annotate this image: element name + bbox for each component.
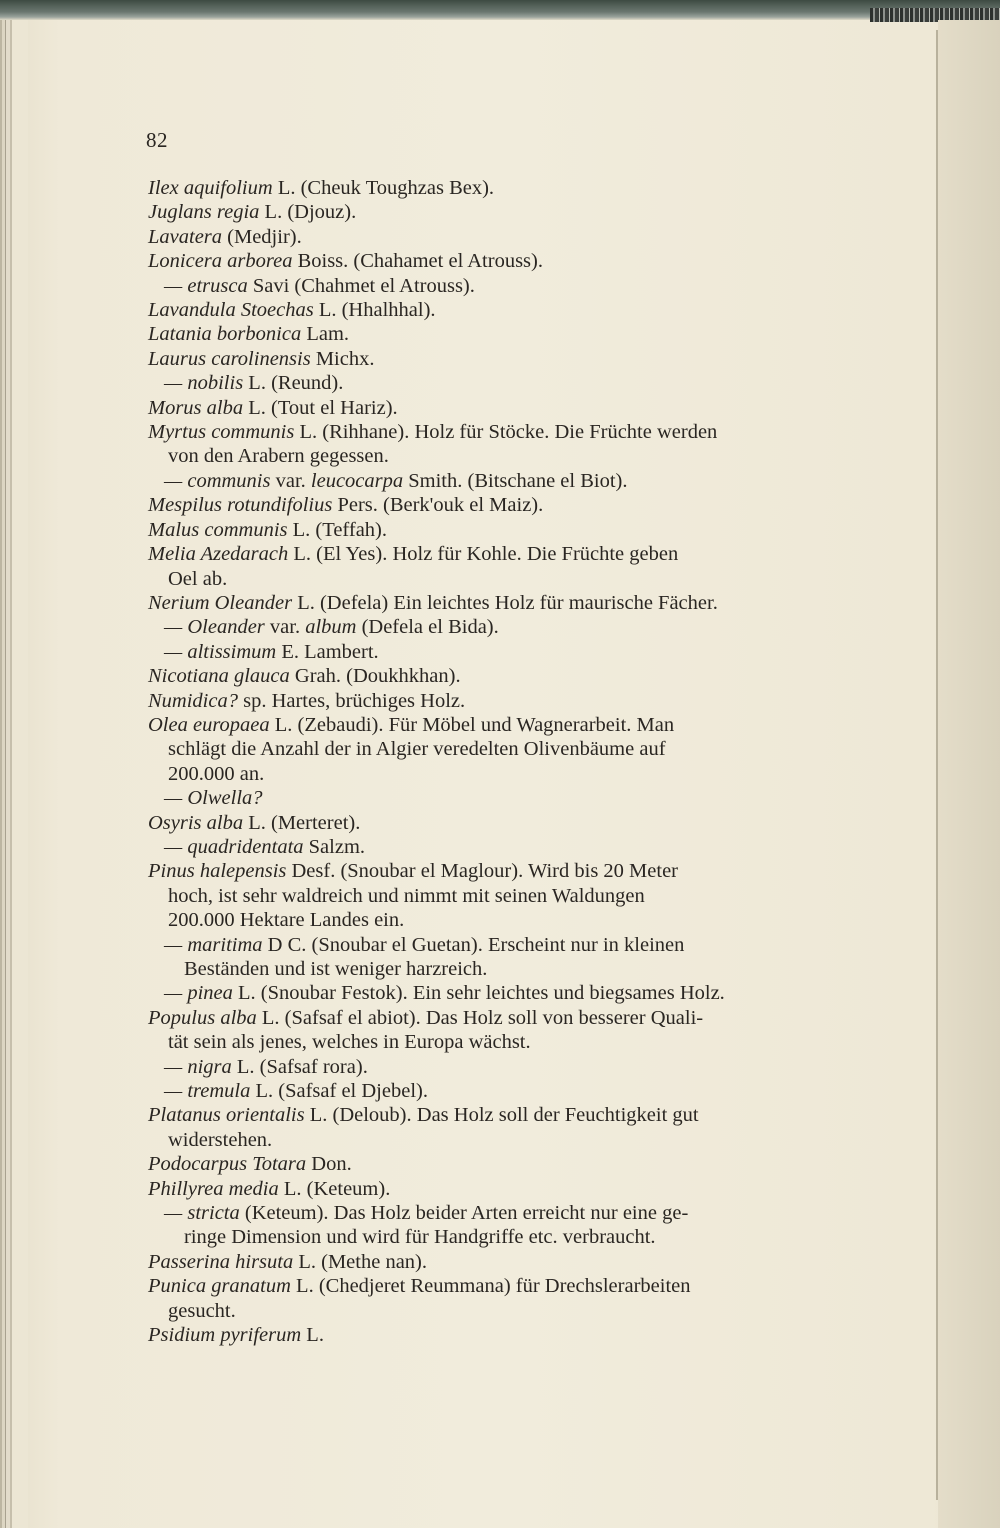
- species-name: — nigra: [164, 1055, 232, 1078]
- species-name: Passerina hirsuta: [148, 1250, 294, 1273]
- species-entry: [148, 981, 854, 1005]
- species-description: L. (Safsaf rora).: [231, 1055, 368, 1078]
- species-name: — nobilis: [164, 372, 244, 395]
- species-name: Pinus halepensis: [148, 860, 287, 883]
- species-entry: [148, 274, 854, 298]
- variety-name: leucocarpa: [310, 469, 404, 492]
- species-description: L. (Reund).: [243, 372, 344, 395]
- species-description: var.: [270, 469, 311, 492]
- species-entry: [148, 396, 854, 420]
- species-description: L. (Tout el Hariz).: [243, 396, 398, 419]
- description-continuation: 200.000 Hektare Landes ein.: [168, 909, 405, 932]
- species-entry: [148, 1274, 854, 1323]
- species-entry: [148, 1152, 854, 1176]
- species-name: — quadridentata: [164, 835, 304, 858]
- species-name: — Oleander: [164, 616, 265, 639]
- species-description: L. (Hhalhhal).: [313, 299, 436, 322]
- species-name: Myrtus communis: [148, 421, 295, 444]
- species-description: E. Lambert.: [276, 640, 379, 663]
- species-description: L. (Rihhane). Holz für Stöcke. Die Früchte werden: [294, 421, 718, 444]
- species-entry: [148, 713, 854, 786]
- species-name: — etrusca: [164, 274, 248, 297]
- species-description: (Medjir).: [222, 225, 302, 248]
- species-entry: [148, 420, 854, 469]
- species-description: L. (Chedjeret Reummana) für Drechslerarbeiten: [290, 1275, 691, 1298]
- species-entry: [148, 835, 854, 859]
- species-description: L. (Zebaudi). Für Möbel und Wagnerarbeit. Man: [269, 713, 675, 736]
- species-description: L. (Keteum).: [278, 1177, 391, 1200]
- species-name: Lonicera arborea: [148, 250, 293, 273]
- species-description: Smith. (Bitschane el Biot).: [403, 469, 628, 492]
- species-name: — stricta: [164, 1202, 240, 1225]
- species-description: L.: [301, 1324, 324, 1347]
- species-entry: [148, 225, 854, 249]
- species-entry: [148, 1201, 854, 1250]
- species-description: (Keteum). Das Holz beider Arten erreicht nur eine ge-: [239, 1202, 689, 1225]
- species-entry: [148, 322, 854, 346]
- species-name: Lavatera: [148, 225, 223, 248]
- species-entry: [148, 1079, 854, 1103]
- adjacent-page-edge: [938, 20, 1000, 1528]
- species-description: L. (Defela) Ein leichtes Holz für maurische Fächer.: [292, 591, 718, 614]
- species-entry: [148, 1250, 854, 1274]
- species-description: L. (Cheuk Toughzas Bex).: [272, 177, 495, 199]
- species-name: Osyris alba: [148, 811, 244, 834]
- species-entry: [148, 859, 854, 932]
- species-name: Laurus carolinensis: [148, 347, 311, 370]
- species-description: Salzm.: [303, 835, 366, 858]
- binding-gutter: [0, 20, 28, 1528]
- species-entry: [148, 591, 854, 615]
- description-continuation: Beständen und ist weniger harzreich.: [184, 958, 488, 980]
- description-continuation: Oel ab.: [168, 567, 228, 590]
- species-name: Punica granatum: [148, 1275, 291, 1298]
- species-description: L. (Methe nan).: [293, 1250, 428, 1273]
- page-number: 82: [146, 128, 168, 152]
- description-continuation: ringe Dimension und wird für Handgriffe etc. verbraucht.: [184, 1226, 656, 1249]
- species-name: Phillyrea media: [148, 1177, 279, 1200]
- species-entry: [148, 1103, 854, 1152]
- species-description: var.: [264, 616, 306, 639]
- species-name: Malus communis: [148, 518, 288, 541]
- species-name: Psidium pyriferum: [148, 1324, 302, 1347]
- description-continuation: hoch, ist sehr waldreich und nimmt mit seinen Waldungen: [168, 884, 645, 907]
- species-entry: [148, 347, 854, 371]
- species-entry: [148, 615, 854, 639]
- species-name: Melia Azedarach: [148, 543, 289, 566]
- species-description: L. (Djouz).: [259, 201, 357, 224]
- page-fold-line: [936, 30, 938, 1500]
- species-description: L. (El Yes). Holz für Kohle. Die Früchte geben: [288, 543, 679, 566]
- species-entry: [148, 1006, 854, 1055]
- species-entry: [148, 1177, 854, 1201]
- species-description: Lam.: [301, 323, 350, 346]
- species-name: Populus alba: [148, 1006, 257, 1029]
- species-description: L. (Safsaf el Djebel).: [250, 1080, 428, 1103]
- page-top-edge: [0, 0, 1000, 20]
- species-entry: [148, 664, 854, 688]
- description-continuation: von den Arabern gegessen.: [168, 445, 389, 468]
- species-entry: [148, 811, 854, 835]
- species-description: Savi (Chahmet el Atrouss).: [247, 274, 475, 297]
- species-entry: [148, 493, 854, 517]
- species-name: Lavandula Stoechas: [148, 299, 314, 322]
- species-name: Olea europaea: [148, 713, 270, 736]
- species-description: Boiss. (Chahamet el Atrouss).: [292, 250, 543, 273]
- species-name: — maritima: [164, 933, 263, 956]
- species-description: L. (Merteret).: [243, 811, 361, 834]
- species-description: Grah. (Doukhkhan).: [289, 665, 461, 688]
- species-entry: [148, 371, 854, 395]
- species-name: Mespilus rotundifolius: [148, 494, 333, 517]
- species-description: Michx.: [310, 347, 375, 370]
- species-description: sp. Hartes, brüchiges Holz.: [237, 689, 466, 712]
- species-description: (Defela el Bida).: [356, 616, 499, 639]
- species-name: — Olwella?: [164, 787, 263, 810]
- species-name: Platanus orientalis: [148, 1104, 305, 1127]
- species-name: Ilex aquifolium: [148, 177, 273, 199]
- species-name: — pinea: [164, 982, 233, 1005]
- species-entry: [148, 249, 854, 273]
- species-description: Desf. (Snoubar el Maglour). Wird bis 20 Meter: [286, 860, 679, 883]
- species-list: [148, 176, 854, 1348]
- species-name: Latania borbonica: [148, 323, 302, 346]
- species-name: Numidica?: [148, 689, 238, 712]
- species-entry: [148, 200, 854, 224]
- species-entry: [148, 542, 854, 591]
- species-entry: [148, 640, 854, 664]
- species-entry: [148, 933, 854, 982]
- species-description: D C. (Snoubar el Guetan). Erscheint nur in kleinen: [262, 933, 685, 956]
- species-description: L. (Safsaf el abiot). Das Holz soll von besserer Quali-: [256, 1006, 704, 1029]
- species-name: — tremula: [164, 1080, 251, 1103]
- variety-name: album: [305, 616, 357, 639]
- species-name: Nicotiana glauca: [148, 665, 290, 688]
- species-entry: [148, 518, 854, 542]
- description-continuation: 200.000 an.: [168, 762, 265, 785]
- species-name: Morus alba: [148, 396, 244, 419]
- species-name: Juglans regia: [148, 201, 260, 224]
- species-description: L. (Teffah).: [287, 518, 388, 541]
- species-entry: [148, 786, 854, 810]
- species-name: Podocarpus Totara: [148, 1153, 307, 1176]
- species-description: Don.: [306, 1153, 352, 1176]
- species-entry: [148, 689, 854, 713]
- species-name: Nerium Oleander: [148, 591, 293, 614]
- species-entry: [148, 469, 854, 493]
- description-continuation: widerstehen.: [168, 1128, 273, 1151]
- species-description: Pers. (Berk'ouk el Maiz).: [332, 494, 544, 517]
- species-entry: [148, 298, 854, 322]
- species-description: L. (Snoubar Festok). Ein sehr leichtes und biegsames Holz.: [232, 982, 725, 1005]
- species-description: L. (Deloub). Das Holz soll der Feuchtigkeit gut: [304, 1104, 699, 1127]
- description-continuation: tät sein als jenes, welches in Europa wächst.: [168, 1031, 531, 1054]
- species-name: — altissimum: [164, 640, 277, 663]
- species-entry: [148, 176, 854, 200]
- description-continuation: gesucht.: [168, 1299, 236, 1322]
- description-continuation: schlägt die Anzahl der in Algier veredelten Olivenbäume auf: [168, 738, 666, 761]
- species-entry: [148, 1323, 854, 1347]
- species-name: — communis: [164, 469, 271, 492]
- species-entry: [148, 1055, 854, 1079]
